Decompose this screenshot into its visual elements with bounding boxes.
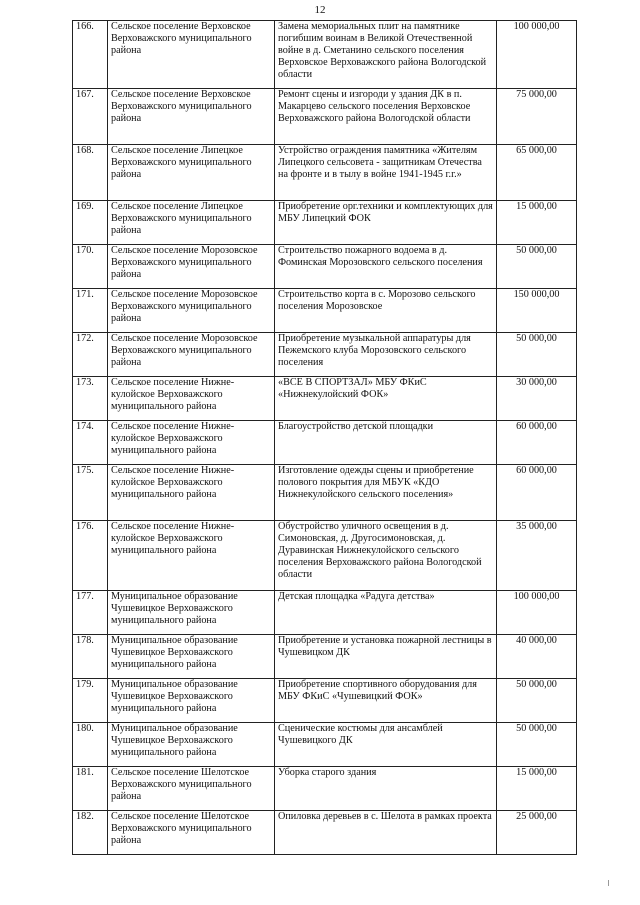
row-amount: 15 000,00	[497, 767, 577, 811]
table-row	[73, 635, 577, 679]
row-amount: 60 000,00	[497, 421, 577, 465]
table-row	[73, 333, 577, 377]
table-row	[73, 145, 577, 201]
row-recipient: Сельское поселение Шелотское Верховажского муниципального района	[108, 811, 275, 855]
row-number: 169.	[73, 201, 108, 245]
row-number: 168.	[73, 145, 108, 201]
row-recipient: Сельское поселение Морозовское Верховажского муниципального района	[108, 289, 275, 333]
row-recipient: Муниципальное образование Чушевицкое Верховажского муниципального района	[108, 591, 275, 635]
row-number: 179.	[73, 679, 108, 723]
row-amount: 60 000,00	[497, 465, 577, 521]
row-number: 172.	[73, 333, 108, 377]
row-amount: 150 000,00	[497, 289, 577, 333]
table-row	[73, 421, 577, 465]
row-purpose: Приобретение спортивного оборудования для МБУ ФКиС «Чушевицкий ФОК»	[275, 679, 497, 723]
table-row	[73, 377, 577, 421]
row-amount: 35 000,00	[497, 521, 577, 591]
row-recipient: Сельское поселение Верховское Верховажского муниципального района	[108, 21, 275, 89]
row-recipient: Муниципальное образование Чушевицкое Верховажского муниципального района	[108, 635, 275, 679]
table-row	[73, 723, 577, 767]
page-number: 12	[314, 4, 326, 16]
row-purpose: Строительство корта в с. Морозово сельского поселения Морозовское	[275, 289, 497, 333]
row-amount: 75 000,00	[497, 89, 577, 145]
table-row	[73, 811, 577, 855]
row-purpose: Детская площадка «Радуга детства»	[275, 591, 497, 635]
row-purpose: «ВСЕ В СПОРТЗАЛ» МБУ ФКиС «Нижнекулойский ФОК»	[275, 377, 497, 421]
row-amount: 65 000,00	[497, 145, 577, 201]
table-row	[73, 21, 577, 89]
row-purpose: Благоустройство детской площадки	[275, 421, 497, 465]
row-purpose: Ремонт сцены и изгороди у здания ДК в п. Макарцево сельского поселения Верховское Верховажского района Вологодской области	[275, 89, 497, 145]
row-number: 171.	[73, 289, 108, 333]
row-amount: 100 000,00	[497, 591, 577, 635]
table-row	[73, 89, 577, 145]
row-recipient: Сельское поселение Липецкое Верховажского муниципального района	[108, 201, 275, 245]
row-purpose: Замена мемориальных плит на памятнике погибшим воинам в Великой Отечественной войне в д. Сметанино сельского поселения Верховское Верховажского района Вологодской области	[275, 21, 497, 89]
row-purpose: Приобретение орг.техники и комплектующих для МБУ Липецкий ФОК	[275, 201, 497, 245]
table-row	[73, 201, 577, 245]
table-row	[73, 591, 577, 635]
table-row	[73, 767, 577, 811]
row-amount: 100 000,00	[497, 21, 577, 89]
row-number: 174.	[73, 421, 108, 465]
row-number: 182.	[73, 811, 108, 855]
row-recipient: Сельское поселение Нижне-кулойское Верховажского муниципального района	[108, 377, 275, 421]
row-recipient: Сельское поселение Морозовское Верховажского муниципального района	[108, 245, 275, 289]
subsidy-table	[72, 20, 577, 855]
row-recipient: Сельское поселение Морозовское Верховажского муниципального района	[108, 333, 275, 377]
table-row	[73, 289, 577, 333]
table-row	[73, 679, 577, 723]
row-purpose: Строительство пожарного водоема в д. Фоминская Морозовского сельского поселения	[275, 245, 497, 289]
row-number: 167.	[73, 89, 108, 145]
row-number: 175.	[73, 465, 108, 521]
row-number: 166.	[73, 21, 108, 89]
row-number: 177.	[73, 591, 108, 635]
row-amount: 50 000,00	[497, 333, 577, 377]
row-number: 180.	[73, 723, 108, 767]
row-amount: 50 000,00	[497, 679, 577, 723]
table-row	[73, 465, 577, 521]
row-recipient: Сельское поселение Шелотское Верховажского муниципального района	[108, 767, 275, 811]
row-amount: 50 000,00	[497, 723, 577, 767]
row-number: 181.	[73, 767, 108, 811]
scan-mark	[608, 880, 609, 886]
row-recipient: Сельское поселение Нижне-кулойское Верховажского муниципального района	[108, 465, 275, 521]
row-amount: 30 000,00	[497, 377, 577, 421]
row-purpose: Обустройство уличного освещения в д. Симоновская, д. Другосимоновская, д. Дуравинская Нижнекулойского сельского поселения Верховажского района Вологодской области	[275, 521, 497, 591]
row-number: 178.	[73, 635, 108, 679]
table-row	[73, 245, 577, 289]
row-purpose: Приобретение и установка пожарной лестницы в Чушевицком ДК	[275, 635, 497, 679]
row-amount: 15 000,00	[497, 201, 577, 245]
row-purpose: Уборка старого здания	[275, 767, 497, 811]
table-row	[73, 521, 577, 591]
row-recipient: Сельское поселение Нижне-кулойское Верховажского муниципального района	[108, 521, 275, 591]
row-recipient: Сельское поселение Нижне-кулойское Верховажского муниципального района	[108, 421, 275, 465]
row-purpose: Сценические костюмы для ансамблей Чушевицкого ДК	[275, 723, 497, 767]
row-recipient: Сельское поселение Верховское Верховажского муниципального района	[108, 89, 275, 145]
row-recipient: Муниципальное образование Чушевицкое Верховажского муниципального района	[108, 723, 275, 767]
row-amount: 40 000,00	[497, 635, 577, 679]
row-purpose: Опиловка деревьев в с. Шелота в рамках проекта	[275, 811, 497, 855]
row-recipient: Сельское поселение Липецкое Верховажского муниципального района	[108, 145, 275, 201]
row-amount: 50 000,00	[497, 245, 577, 289]
row-number: 173.	[73, 377, 108, 421]
row-purpose: Приобретение музыкальной аппаратуры для Пежемского клуба Морозовского сельского поселения	[275, 333, 497, 377]
row-number: 176.	[73, 521, 108, 591]
row-amount: 25 000,00	[497, 811, 577, 855]
row-recipient: Муниципальное образование Чушевицкое Верховажского муниципального района	[108, 679, 275, 723]
table-body	[73, 21, 577, 855]
row-purpose: Изготовление одежды сцены и приобретение полового покрытия для МБУК «КДО Нижнекулойского сельского поселения»	[275, 465, 497, 521]
row-number: 170.	[73, 245, 108, 289]
row-purpose: Устройство ограждения памятника «Жителям Липецкого сельсовета - защитникам Отечества на фронте и в тылу в войне 1941-1945 г.г.»	[275, 145, 497, 201]
